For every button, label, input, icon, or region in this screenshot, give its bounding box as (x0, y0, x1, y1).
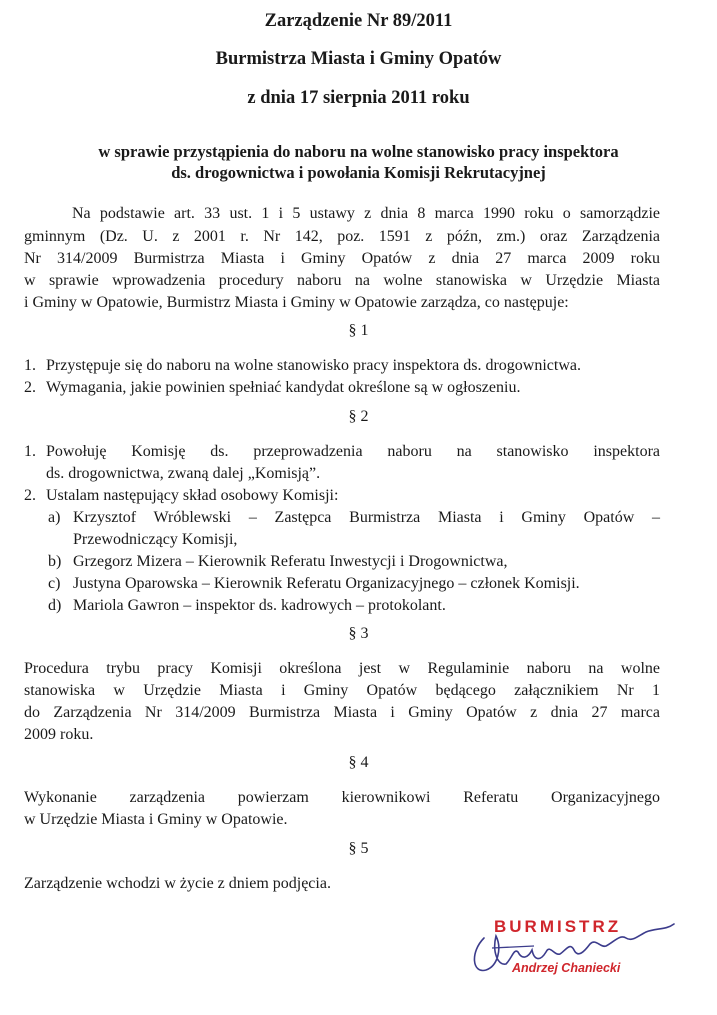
section-3-line-3: do Zarządzenia Nr 314/2009 Burmistrza Miasta i Gminy Opatów z dnia 27 marca (24, 704, 660, 721)
section-4-line-1: Wykonanie zarządzenia powierzam kierownikowi Referatu Organizacyjnego (24, 789, 660, 806)
issuer-line: Burmistrza Miasta i Gminy Opatów (215, 49, 502, 69)
preamble-line-4: w sprawie wprowadzenia procedury naboru na wolne stanowiska w Urzędzie Miasta (24, 272, 660, 289)
stamp-name: Andrzej Chaniecki (512, 961, 621, 975)
burmistrz-stamp-signature (462, 908, 702, 988)
section-1-item-text: Wymagania, jakie powinien spełniać kandydat określone są w ogłoszeniu. (46, 379, 521, 396)
member-b-line: Grzegorz Mizera – Kierownik Referatu Inwestycji i Drogownictwa, (73, 553, 508, 570)
section-2-heading: § 2 (348, 408, 369, 425)
section-2-item-1-line-1: Powołuję Komisję ds. przeprowadzenia naboru na stanowisko inspektora (46, 443, 660, 460)
section-3-line-2: stanowiska w Urzędzie Miasta i Gminy Opatów będącego załącznikiem Nr 1 (24, 682, 660, 699)
subject-line-1: w sprawie przystąpienia do naboru na wolne stanowisko pracy inspektora (98, 142, 619, 161)
section-1-heading: § 1 (348, 322, 369, 339)
section-1-item-text: Przystępuje się do naboru na wolne stanowisko pracy inspektora ds. drogownictwa. (46, 357, 581, 374)
member-letter: a) (48, 509, 61, 526)
preamble-line-1: Na podstawie art. 33 ust. 1 i 5 ustawy z dnia 8 marca 1990 roku o samorządzie (72, 205, 660, 222)
section-5-heading: § 5 (348, 840, 369, 857)
member-a-line-1: Krzysztof Wróblewski – Zastępca Burmistrza Miasta i Gminy Opatów – (73, 509, 660, 526)
section-3-line-1: Procedura trybu pracy Komisji określona jest w Regulaminie naboru na wolne (24, 660, 660, 677)
preamble-line-2: gminnym (Dz. U. z 2001 r. Nr 142, poz. 1591 z późn, zm.) oraz Zarządzenia (24, 228, 660, 245)
member-letter: d) (48, 597, 62, 614)
section-4-line-2: w Urzędzie Miasta i Gminy w Opatowie. (24, 811, 288, 828)
section-1-item-num: 2. (24, 379, 36, 396)
section-5-text: Zarządzenie wchodzi w życie z dniem podjęcia. (24, 875, 331, 892)
section-2-item-1-line-2: ds. drogownictwa, zwaną dalej „Komisją”. (46, 465, 321, 482)
member-a-line-2: Przewodniczący Komisji, (73, 531, 238, 548)
preamble-line-5: i Gminy w Opatowie, Burmistrz Miasta i Gminy w Opatowie zarządza, co następuje: (24, 294, 569, 311)
member-letter: c) (48, 575, 61, 592)
section-2-item-2-text: Ustalam następujący skład osobowy Komisji: (46, 487, 339, 504)
section-4-heading: § 4 (348, 754, 369, 771)
section-2-item-num: 1. (24, 443, 36, 460)
section-3-line-4: 2009 roku. (24, 726, 94, 743)
document-title: Zarządzenie Nr 89/2011 (264, 11, 453, 31)
member-c-line: Justyna Oparowska – Kierownik Referatu Organizacyjnego – członek Komisji. (73, 575, 580, 592)
section-2-item-num: 2. (24, 487, 36, 504)
subject-line-2: ds. drogownictwa i powołania Komisji Rekrutacyjnej (171, 163, 546, 182)
member-letter: b) (48, 553, 62, 570)
section-3-heading: § 3 (348, 625, 369, 642)
stamp-title: BURMISTRZ (494, 917, 622, 936)
preamble-line-3: Nr 314/2009 Burmistrza Miasta i Gminy Opatów z dnia 27 marca 2009 roku (24, 250, 660, 267)
date-line: z dnia 17 sierpnia 2011 roku (247, 88, 470, 108)
section-1-item-num: 1. (24, 357, 36, 374)
member-d-line: Mariola Gawron – inspektor ds. kadrowych – protokolant. (73, 597, 446, 614)
